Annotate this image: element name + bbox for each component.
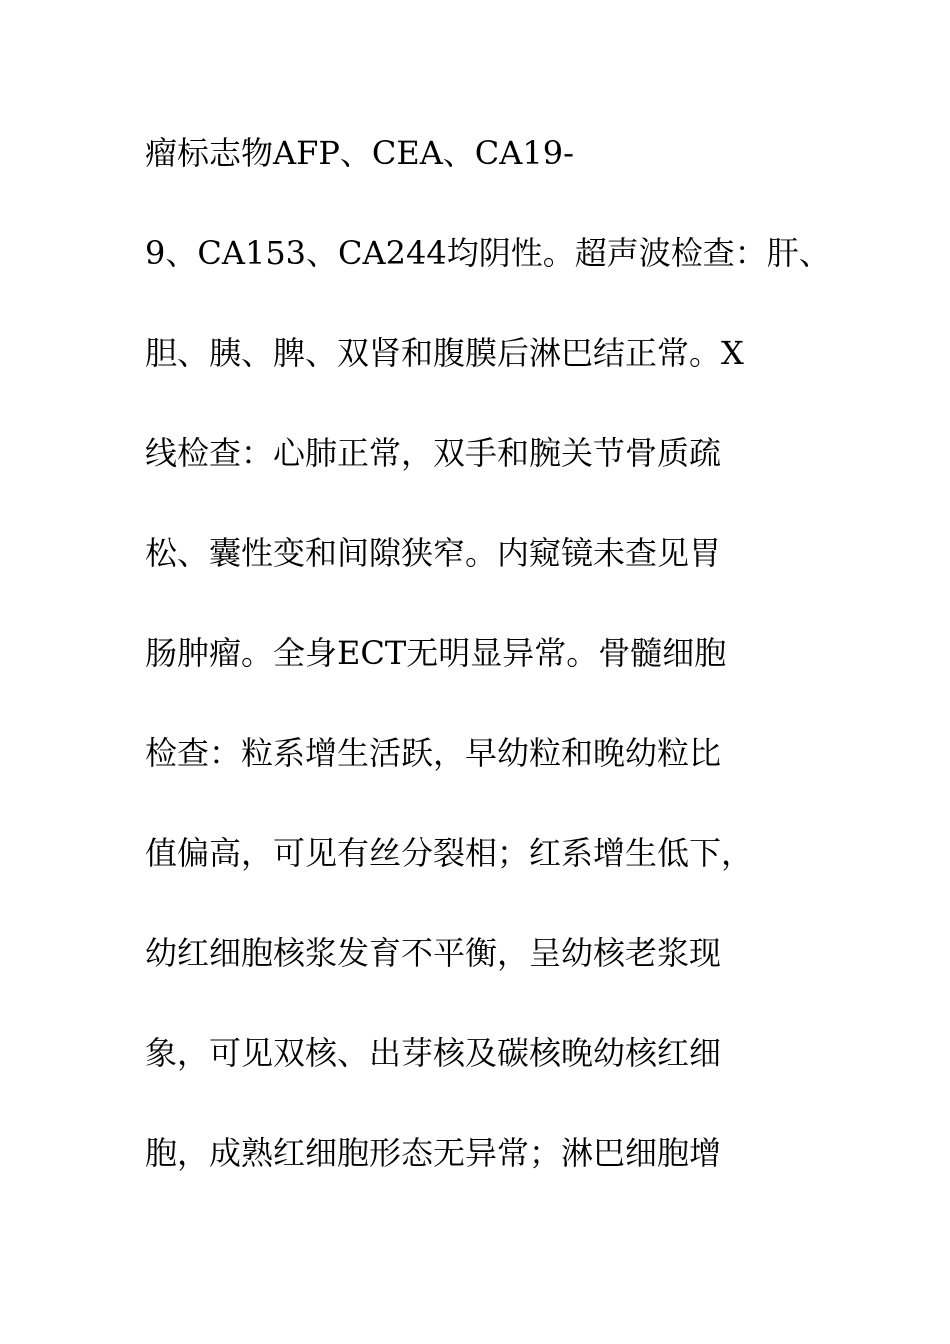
text-line-1: 瘤标志物AFP、CEA、CA19- <box>145 134 574 172</box>
text-line-9: 幼红细胞核浆发育不平衡，呈幼核老浆现 <box>145 934 722 972</box>
text-line-3: 胆、胰、脾、双肾和腹膜后淋巴结正常。X <box>145 334 744 372</box>
text-line-10: 象，可见双核、出芽核及碳核晚幼核红细 <box>145 1034 722 1072</box>
body-text <box>145 128 845 1228</box>
text-line-6: 肠肿瘤。全身ECT无明显异常。骨髓细胞 <box>145 634 727 672</box>
text-line-4: 线检查：心肺正常，双手和腕关节骨质疏 <box>145 434 722 472</box>
text-line-11: 胞，成熟红细胞形态无异常；淋巴细胞增 <box>145 1134 722 1172</box>
text-line-8: 值偏高，可见有丝分裂相；红系增生低下， <box>145 834 754 872</box>
text-line-7: 检查：粒系增生活跃，早幼粒和晚幼粒比 <box>145 734 722 772</box>
text-line-2: 9、CA153、CA244均阴性。超声波检查：肝、 <box>145 234 831 272</box>
text-line-5: 松、囊性变和间隙狭窄。内窥镜未查见胃 <box>145 534 722 572</box>
